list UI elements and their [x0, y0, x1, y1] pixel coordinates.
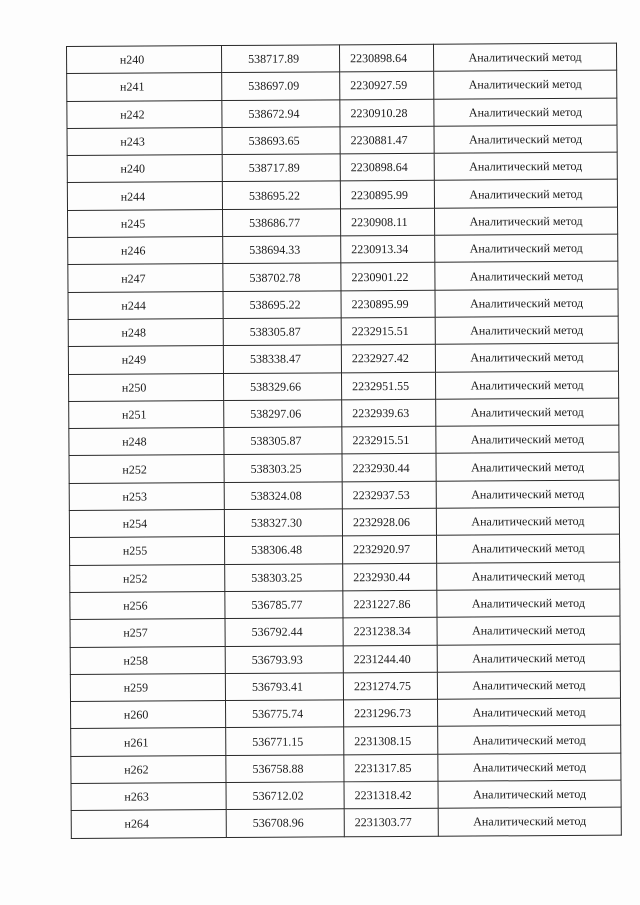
- point-name-cell: н250: [69, 373, 224, 401]
- table-row: [71, 780, 621, 811]
- method-cell: Аналитический метод: [434, 125, 617, 153]
- x-coordinate-cell: 536758.88: [226, 755, 344, 783]
- method-cell: Аналитический метод: [435, 316, 618, 344]
- x-coordinate-cell: 538693.65: [222, 127, 340, 155]
- point-name-cell: н244: [67, 182, 222, 210]
- x-coordinate-cell: 538717.89: [222, 45, 340, 73]
- point-name-cell: н260: [71, 701, 226, 729]
- x-coordinate-cell: 536793.41: [225, 673, 343, 701]
- point-name-cell: н247: [68, 264, 223, 292]
- x-coordinate-cell: 538697.09: [222, 72, 340, 100]
- x-coordinate-cell: 538702.78: [223, 263, 341, 291]
- point-name-cell: н261: [71, 728, 226, 756]
- table-row: [68, 207, 618, 238]
- method-cell: Аналитический метод: [437, 671, 620, 699]
- x-coordinate-cell: 538329.66: [224, 372, 342, 400]
- point-name-cell: н258: [70, 646, 225, 674]
- table-row: [69, 507, 619, 538]
- x-coordinate-cell: 536771.15: [226, 727, 344, 755]
- point-name-cell: н252: [70, 564, 225, 592]
- table-row: [70, 534, 620, 565]
- table-row: [67, 98, 617, 129]
- y-coordinate-cell: 2232937.53: [342, 481, 436, 509]
- point-name-cell: н262: [71, 755, 226, 783]
- point-name-cell: н257: [70, 619, 225, 647]
- y-coordinate-cell: 2232928.06: [342, 508, 436, 536]
- x-coordinate-cell: 538306.48: [225, 536, 343, 564]
- y-coordinate-cell: 2232930.44: [343, 563, 437, 591]
- y-coordinate-cell: 2230881.47: [340, 126, 434, 154]
- method-cell: Аналитический метод: [436, 534, 619, 562]
- point-name-cell: н241: [67, 73, 222, 101]
- point-name-cell: н263: [71, 783, 226, 811]
- point-name-cell: н244: [68, 291, 223, 319]
- table-row: [70, 562, 620, 593]
- table-row: [69, 398, 619, 429]
- method-cell: Аналитический метод: [434, 70, 617, 98]
- x-coordinate-cell: 538672.94: [222, 99, 340, 127]
- y-coordinate-cell: 2231308.15: [344, 727, 438, 755]
- point-name-cell: н245: [68, 209, 223, 237]
- point-name-cell: н240: [67, 155, 222, 183]
- method-cell: Аналитический метод: [436, 425, 619, 453]
- point-name-cell: н256: [70, 591, 225, 619]
- table-row: [67, 180, 617, 211]
- table-row: [70, 616, 620, 647]
- method-cell: Аналитический метод: [437, 589, 620, 617]
- x-coordinate-cell: 538717.89: [222, 154, 340, 182]
- x-coordinate-cell: 538695.22: [223, 290, 341, 318]
- x-coordinate-cell: 538297.06: [224, 400, 342, 428]
- table-row: [68, 343, 618, 374]
- table-row: [68, 262, 618, 293]
- y-coordinate-cell: 2230895.99: [341, 290, 435, 318]
- table-row: [68, 316, 618, 347]
- y-coordinate-cell: 2230910.28: [340, 99, 434, 127]
- method-cell: Аналитический метод: [433, 43, 616, 71]
- table-row: [68, 234, 618, 265]
- x-coordinate-cell: 536775.74: [226, 700, 344, 728]
- y-coordinate-cell: 2230898.64: [340, 153, 434, 181]
- y-coordinate-cell: 2231238.34: [343, 617, 437, 645]
- method-cell: Аналитический метод: [434, 207, 617, 235]
- x-coordinate-cell: 538686.77: [223, 209, 341, 237]
- point-name-cell: н264: [71, 810, 226, 838]
- table-row: [69, 371, 619, 402]
- method-cell: Аналитический метод: [438, 780, 621, 808]
- x-coordinate-cell: 538303.25: [224, 454, 342, 482]
- method-cell: Аналитический метод: [437, 698, 620, 726]
- x-coordinate-cell: 538695.22: [222, 181, 340, 209]
- y-coordinate-cell: 2232951.55: [341, 372, 435, 400]
- table-row: [68, 289, 618, 320]
- table-row: [71, 726, 621, 757]
- table-row: [69, 453, 619, 484]
- y-coordinate-cell: 2231296.73: [343, 699, 437, 727]
- table-row: [69, 480, 619, 511]
- method-cell: Аналитический метод: [434, 98, 617, 126]
- y-coordinate-cell: 2231317.85: [344, 754, 438, 782]
- x-coordinate-cell: 538338.47: [223, 345, 341, 373]
- table-row: [67, 43, 617, 74]
- table-row: [67, 152, 617, 183]
- method-cell: Аналитический метод: [435, 289, 618, 317]
- method-cell: Аналитический метод: [436, 507, 619, 535]
- method-cell: Аналитический метод: [435, 262, 618, 290]
- point-name-cell: н246: [68, 237, 223, 265]
- point-name-cell: н248: [68, 319, 223, 347]
- point-name-cell: н259: [70, 673, 225, 701]
- y-coordinate-cell: 2231303.77: [344, 809, 438, 837]
- method-cell: Аналитический метод: [434, 180, 617, 208]
- x-coordinate-cell: 538694.33: [223, 236, 341, 264]
- x-coordinate-cell: 536792.44: [225, 618, 343, 646]
- point-name-cell: н248: [69, 428, 224, 456]
- table-row: [70, 671, 620, 702]
- method-cell: Аналитический метод: [436, 453, 619, 481]
- y-coordinate-cell: 2231244.40: [343, 645, 437, 673]
- table-row: [67, 70, 617, 101]
- table-row: [67, 125, 617, 156]
- method-cell: Аналитический метод: [438, 807, 621, 835]
- table-row: [71, 753, 621, 784]
- point-name-cell: н249: [68, 346, 223, 374]
- y-coordinate-cell: 2231274.75: [343, 672, 437, 700]
- point-name-cell: н243: [67, 127, 222, 155]
- method-cell: Аналитический метод: [438, 753, 621, 781]
- x-coordinate-cell: 536785.77: [225, 591, 343, 619]
- method-cell: Аналитический метод: [437, 644, 620, 672]
- table-row: [71, 698, 621, 729]
- y-coordinate-cell: 2230927.59: [340, 72, 434, 100]
- method-cell: Аналитический метод: [436, 398, 619, 426]
- y-coordinate-cell: 2232930.44: [342, 454, 436, 482]
- method-cell: Аналитический метод: [434, 152, 617, 180]
- method-cell: Аналитический метод: [435, 343, 618, 371]
- y-coordinate-cell: 2230908.11: [340, 208, 434, 236]
- method-cell: Аналитический метод: [437, 562, 620, 590]
- y-coordinate-cell: 2230895.99: [340, 181, 434, 209]
- table-row: [70, 644, 620, 675]
- point-name-cell: н255: [70, 537, 225, 565]
- method-cell: Аналитический метод: [437, 616, 620, 644]
- coordinates-table-body: [67, 43, 622, 838]
- method-cell: Аналитический метод: [435, 371, 618, 399]
- y-coordinate-cell: 2232915.51: [342, 426, 436, 454]
- coordinates-table: [66, 43, 622, 839]
- y-coordinate-cell: 2230898.64: [339, 44, 433, 72]
- y-coordinate-cell: 2232920.97: [342, 536, 436, 564]
- x-coordinate-cell: 536708.96: [226, 809, 344, 837]
- table-row: [69, 425, 619, 456]
- table-row: [71, 807, 621, 838]
- point-name-cell: н253: [69, 482, 224, 510]
- x-coordinate-cell: 538305.87: [224, 427, 342, 455]
- point-name-cell: н240: [67, 46, 222, 74]
- x-coordinate-cell: 538324.08: [224, 482, 342, 510]
- x-coordinate-cell: 538305.87: [223, 318, 341, 346]
- y-coordinate-cell: 2231318.42: [344, 781, 438, 809]
- table-row: [70, 589, 620, 620]
- x-coordinate-cell: 536712.02: [226, 782, 344, 810]
- y-coordinate-cell: 2232939.63: [342, 399, 436, 427]
- y-coordinate-cell: 2230901.22: [341, 263, 435, 291]
- x-coordinate-cell: 536793.93: [225, 645, 343, 673]
- point-name-cell: н252: [69, 455, 224, 483]
- point-name-cell: н254: [69, 510, 224, 538]
- y-coordinate-cell: 2232927.42: [341, 345, 435, 373]
- method-cell: Аналитический метод: [435, 234, 618, 262]
- x-coordinate-cell: 538327.30: [224, 509, 342, 537]
- method-cell: Аналитический метод: [436, 480, 619, 508]
- method-cell: Аналитический метод: [438, 726, 621, 754]
- point-name-cell: н242: [67, 100, 222, 128]
- point-name-cell: н251: [69, 400, 224, 428]
- y-coordinate-cell: 2230913.34: [341, 235, 435, 263]
- x-coordinate-cell: 538303.25: [225, 563, 343, 591]
- y-coordinate-cell: 2231227.86: [343, 590, 437, 618]
- y-coordinate-cell: 2232915.51: [341, 317, 435, 345]
